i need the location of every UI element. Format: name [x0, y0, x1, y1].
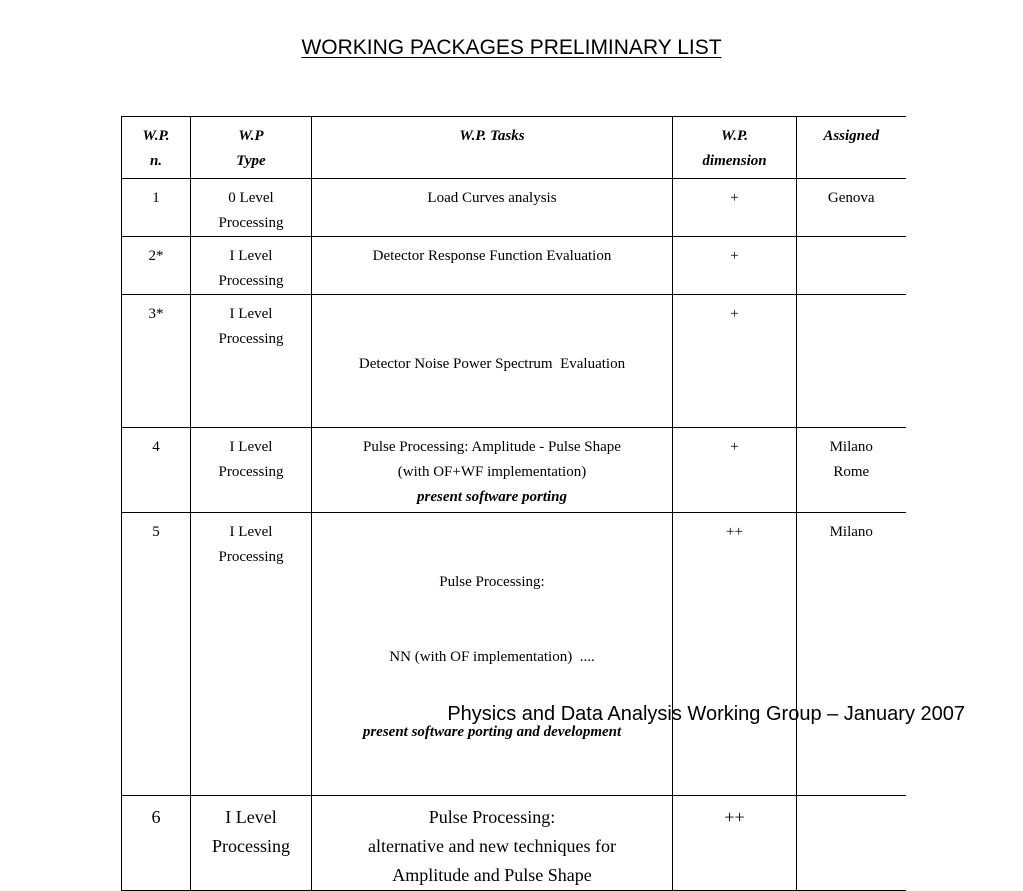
header-wp-dimension: W.P. dimension — [673, 117, 797, 179]
wp-dimension-cell: + — [673, 179, 797, 237]
wp-type-cell: I Level Processing — [191, 513, 312, 796]
wp-assigned-cell — [797, 295, 906, 428]
table-row — [122, 237, 906, 295]
wp-assigned-cell — [797, 237, 906, 295]
working-packages-table — [121, 116, 906, 891]
wp-type-cell: I Level Processing — [191, 796, 312, 891]
wp-assigned-cell — [797, 796, 906, 891]
wp-type-cell: I Level Processing — [191, 237, 312, 295]
wp-dimension-cell: + — [673, 295, 797, 428]
table-row — [122, 513, 906, 796]
wp-assigned-cell: Milano Rome — [797, 428, 906, 513]
table-header-row — [122, 117, 906, 179]
wp-tasks-cell: Pulse Processing: NN (with OF implementation) .... present software porting and development — [312, 513, 673, 796]
wp-assigned-cell: Genova — [797, 179, 906, 237]
wp-number-cell: 1 — [122, 179, 191, 237]
wp-dimension-cell: ++ — [673, 513, 797, 796]
wp-tasks-cell: Pulse Processing: Amplitude - Pulse Shape (with OF+WF implementation) present software porting — [312, 428, 673, 513]
wp-number-cell: 2* — [122, 237, 191, 295]
wp-type-cell: 0 Level Processing — [191, 179, 312, 237]
wp-type-cell: I Level Processing — [191, 428, 312, 513]
wp-tasks-cell: Pulse Processing: alternative and new techniques for Amplitude and Pulse Shape — [312, 796, 673, 891]
table-row — [122, 796, 906, 891]
header-wp-tasks: W.P. Tasks — [312, 117, 673, 179]
header-wp-number: W.P. n. — [122, 117, 191, 179]
wp-dimension-cell: + — [673, 237, 797, 295]
table-row — [122, 179, 906, 237]
wp-dimension-cell: ++ — [673, 796, 797, 891]
wp-number-cell: 4 — [122, 428, 191, 513]
tasks-emphasis: present software porting and development — [362, 724, 622, 740]
table-row — [122, 428, 906, 513]
wp-number-cell: 5 — [122, 513, 191, 796]
wp-tasks-cell: Load Curves analysis — [312, 179, 673, 237]
header-assigned: Assigned — [797, 117, 906, 179]
wp-number-cell: 3* — [122, 295, 191, 428]
wp-dimension-cell: + — [673, 428, 797, 513]
wp-number-cell: 6 — [122, 796, 191, 891]
header-wp-type: W.P Type — [191, 117, 312, 179]
wp-tasks-cell: Detector Noise Power Spectrum Evaluation — [312, 295, 673, 428]
page-title: WORKING PACKAGES PRELIMINARY LIST — [301, 36, 722, 59]
tasks-emphasis: present software porting — [416, 489, 567, 505]
wp-type-cell: I Level Processing — [191, 295, 312, 428]
table-row — [122, 295, 906, 428]
footer-text: Physics and Data Analysis Working Group – January 2007 — [447, 703, 965, 725]
wp-tasks-cell: Detector Response Function Evaluation — [312, 237, 673, 295]
wp-assigned-cell: Milano — [797, 513, 906, 796]
